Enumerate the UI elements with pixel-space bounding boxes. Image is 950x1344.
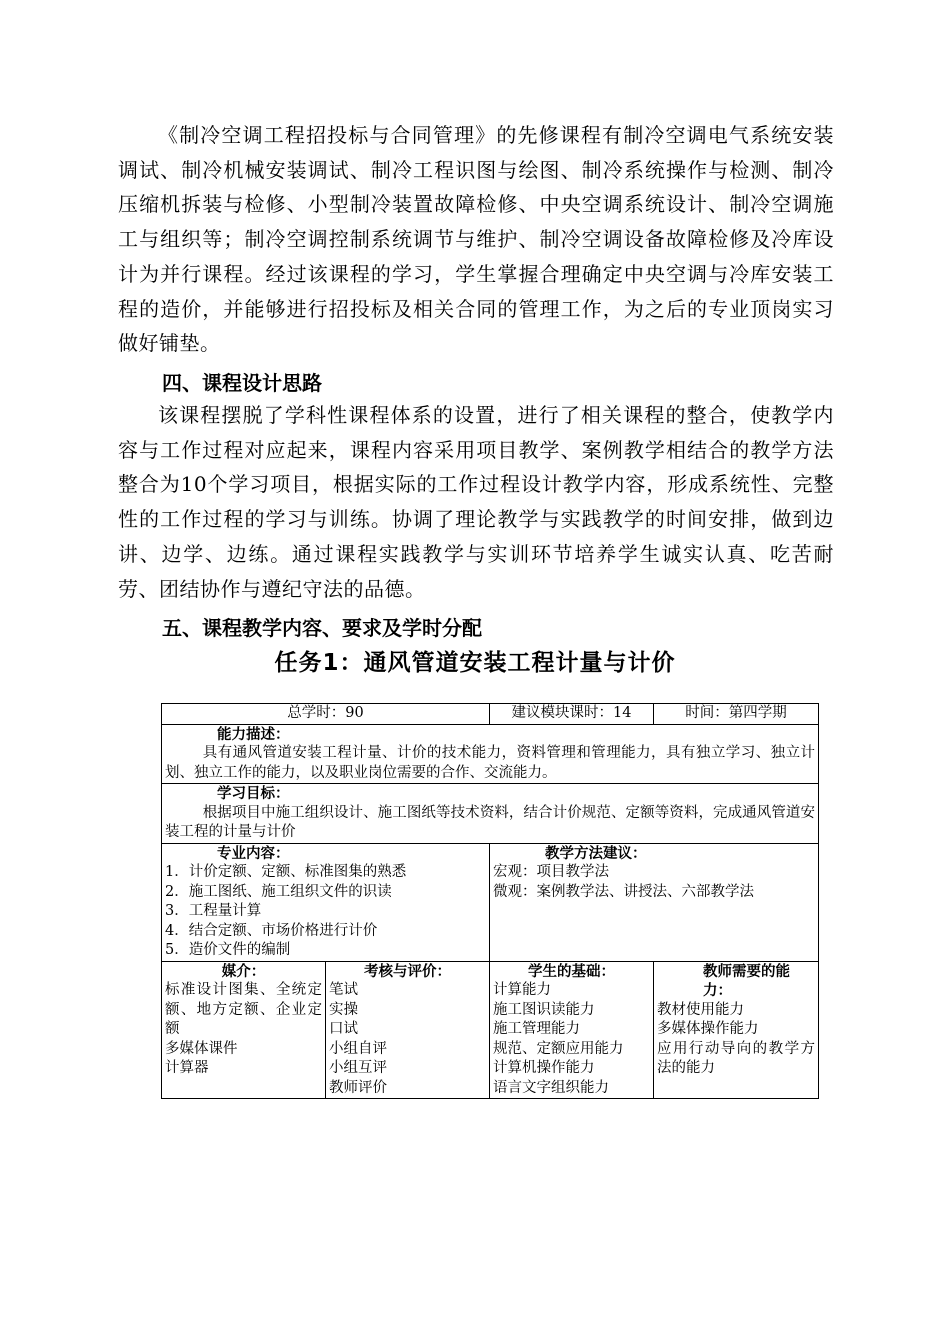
method-item: 宏观：项目教学法 (493, 864, 610, 880)
media-item: 计算器 (165, 1060, 209, 1076)
student-item: 语言文字组织能力 (493, 1079, 610, 1096)
assess-item: 教师评价 (329, 1079, 387, 1096)
table-row (162, 961, 819, 1099)
assess-item: 小组自评 (329, 1040, 387, 1057)
goal-text: 根据项目中施工组织设计、施工图纸等技术资料，结合计价规范、定额等资料，完成通风管道安装工程的计量与计价 (165, 804, 816, 840)
assess-item: 口试 (329, 1021, 358, 1037)
student-label: 学生的基础： (528, 962, 616, 980)
assess-label: 考核与评价： (364, 962, 451, 980)
teacher-item: 应用行动导向的教学方法的能力 (657, 1040, 816, 1076)
module-hours-cell: 建议模块课时：14 (490, 704, 654, 725)
assess-item: 笔试 (329, 982, 358, 998)
table-row (162, 704, 819, 725)
ability-label: 能力描述： (217, 725, 290, 743)
course-table (161, 703, 819, 1099)
method-label: 教学方法建议： (545, 844, 647, 862)
student-item: 施工图识读能力 (493, 1001, 595, 1018)
goal-cell (162, 784, 819, 844)
total-hours-cell: 总学时：90 (162, 704, 490, 725)
content-item: 5．造价文件的编制 (165, 942, 291, 958)
teacher-cell (654, 961, 819, 1099)
ability-cell (162, 724, 819, 784)
media-cell (162, 961, 326, 1099)
student-item: 计算能力 (493, 982, 552, 998)
content-item: 3．工程量计算 (165, 903, 262, 919)
assess-cell (326, 961, 490, 1099)
method-item: 微观：案例教学法、讲授法、六部教学法 (493, 883, 755, 900)
method-cell (490, 843, 819, 961)
student-item: 规范、定额应用能力 (493, 1040, 624, 1057)
table-row (162, 784, 819, 844)
student-item: 施工管理能力 (493, 1021, 581, 1037)
ability-text: 具有通风管道安装工程计量、计价的技术能力，资料管理和管理能力，具有独立学习、独立计划、独立工作的能力，以及职业岗位需要的合作、交流能力。 (165, 745, 816, 781)
table-row (162, 843, 819, 961)
section4-heading: 四、课程设计思路 (162, 371, 322, 395)
student-cell (490, 961, 654, 1099)
content-item: 1．计价定额、定额、标准图集的熟悉 (165, 864, 407, 880)
content-item: 2．施工图纸、施工组织文件的识读 (165, 883, 392, 900)
content-cell (162, 843, 490, 961)
teacher-label: 教师需要的能力： (703, 962, 791, 999)
media-label: 媒介： (221, 962, 266, 980)
media-text: 标准设计图集、全统定额、地方定额、企业定额 (165, 982, 322, 1037)
section4-paragraph: 该课程摆脱了学科性课程体系的设置，进行了相关课程的整合，使教学内容与工作过程对应起来，课程内容采用项目教学、案例教学相结合的教学方法整合为10个学习项目，根据实际的工作过程设计教学内容，形成系统性、完整性的工作过程的学习与训练。协调了理论教学与实践教学的时间安排，做到边讲、边学、边练。通过课程实践教学与实训环节培养学生诚实认真、吃苦耐劳、团结协作与遵纪守法的品德。 (118, 403, 834, 601)
teacher-item: 多媒体操作能力 (657, 1021, 759, 1037)
teacher-item: 教材使用能力 (657, 1001, 745, 1018)
assess-item: 实操 (329, 1001, 358, 1018)
assess-item: 小组互评 (329, 1060, 387, 1076)
goal-label: 学习目标： (217, 785, 290, 802)
term-cell: 时间：第四学期 (654, 704, 819, 725)
media-item: 多媒体课件 (165, 1040, 238, 1057)
content-label: 专业内容： (217, 844, 290, 862)
table-row (162, 724, 819, 784)
content-item: 4．结合定额、市场价格进行计价 (165, 922, 378, 939)
section5-heading: 五、课程教学内容、要求及学时分配 (162, 616, 482, 640)
student-item: 计算机操作能力 (493, 1060, 595, 1076)
task-title: 任务1：通风管道安装工程计量与计价 (274, 650, 676, 676)
intro-paragraph: 《制冷空调工程招投标与合同管理》的先修课程有制冷空调电气系统安装调试、制冷机械安装调试、制冷工程识图与绘图、制冷系统操作与检测、制冷压缩机拆装与检修、小型制冷装置故障检修、中央空调系统设计、制冷空调施工与组织等；制冷空调控制系统调节与维护、制冷空调设备故障检修及冷库设计为并行课程。经过该课程的学习，学生掌握合理确定中央空调与冷库安装工程的造价，并能够进行招投标及相关合同的管理工作，为之后的专业顶岗实习做好铺垫。 (118, 123, 834, 356)
